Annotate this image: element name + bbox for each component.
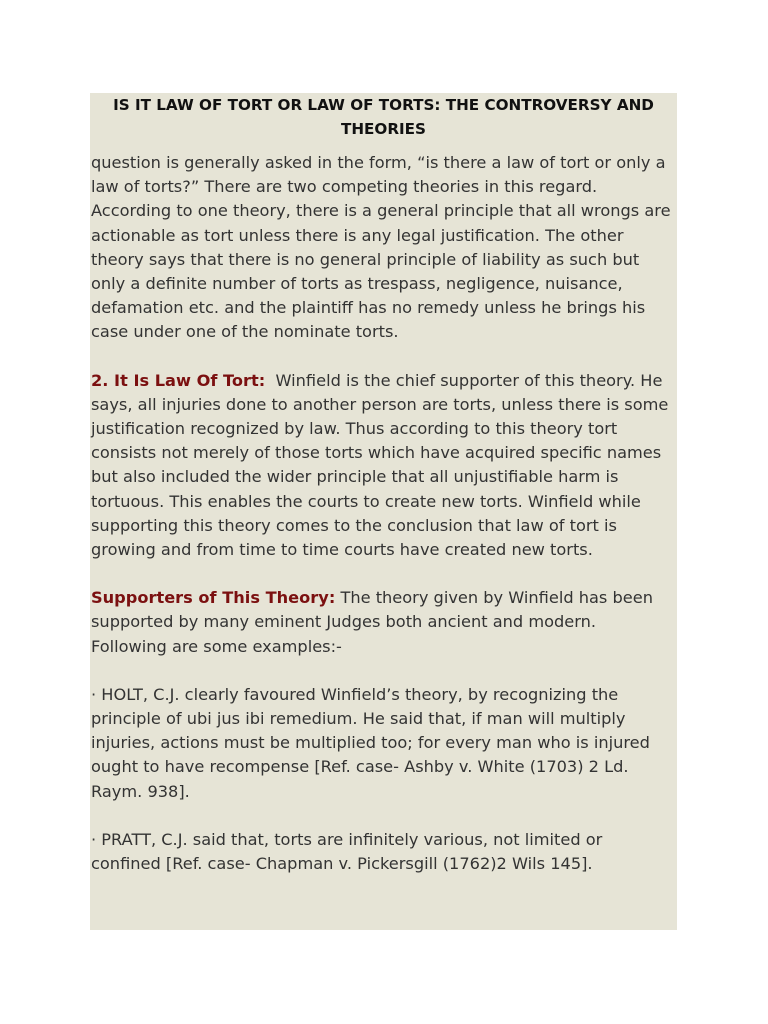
spacer <box>91 804 676 828</box>
intro-paragraph: question is generally asked in the form, “is there a law of tort or only a law of torts?” There are two competing theories in this regard. According to one theory, there is a general principle that all wrongs are actionable as tort unless there is any legal justification. The other theory says that there is no general principle of liability as such but only a definite number of torts as trespass, negligence, nuisance, defamation etc. and the plaintiff has no remedy unless he brings his case under one of the nominate torts. <box>91 153 671 342</box>
law-of-tort-heading: 2. It Is Law Of Tort: <box>91 370 266 390</box>
spacer <box>91 141 676 151</box>
spacer <box>91 659 676 683</box>
document-title: IS IT LAW OF TORT OR LAW OF TORTS: THE CONTROVERSY AND THEORIES <box>113 96 654 138</box>
spacer <box>91 562 676 586</box>
pratt-paragraph: · PRATT, C.J. said that, torts are infinitely various, not limited or confined [Ref. case- Chapman v. Pickersgill (1762)2 Wils 145]. <box>91 829 603 874</box>
law-of-tort-body: Winfield is the chief supporter of this theory. He says, all injuries done to another person are torts, unless there is some justification recognized by law. Thus according to this theory tort consists not merely of those torts which have acquired specific names but also included the wider principle that all unjustifiable harm is tortuous. This enables the courts to create new torts. Winfield while supporting this theory comes to the conclusion that law of tort is growing and from time to time courts have created new torts. <box>91 370 669 560</box>
supporters-paragraph <box>91 586 676 659</box>
law-of-tort-paragraph <box>91 369 676 563</box>
supporters-body: The theory given by Winfield has been supported by many eminent Judges both ancient and modern. Following are some examples:- <box>91 588 653 656</box>
supporters-heading: Supporters of This Theory: <box>91 588 336 608</box>
spacer <box>91 345 676 369</box>
document-page <box>90 93 677 930</box>
holt-paragraph: · HOLT, C.J. clearly favoured Winfield’s theory, by recognizing the principle of ubi jus ibi remedium. He said that, if man will multiply injuries, actions must be multiplied too; for every man who is injured ought to have recompense [Ref. case- Ashby v. White (1703) 2 Ld. Raym. 938]. <box>91 684 650 801</box>
